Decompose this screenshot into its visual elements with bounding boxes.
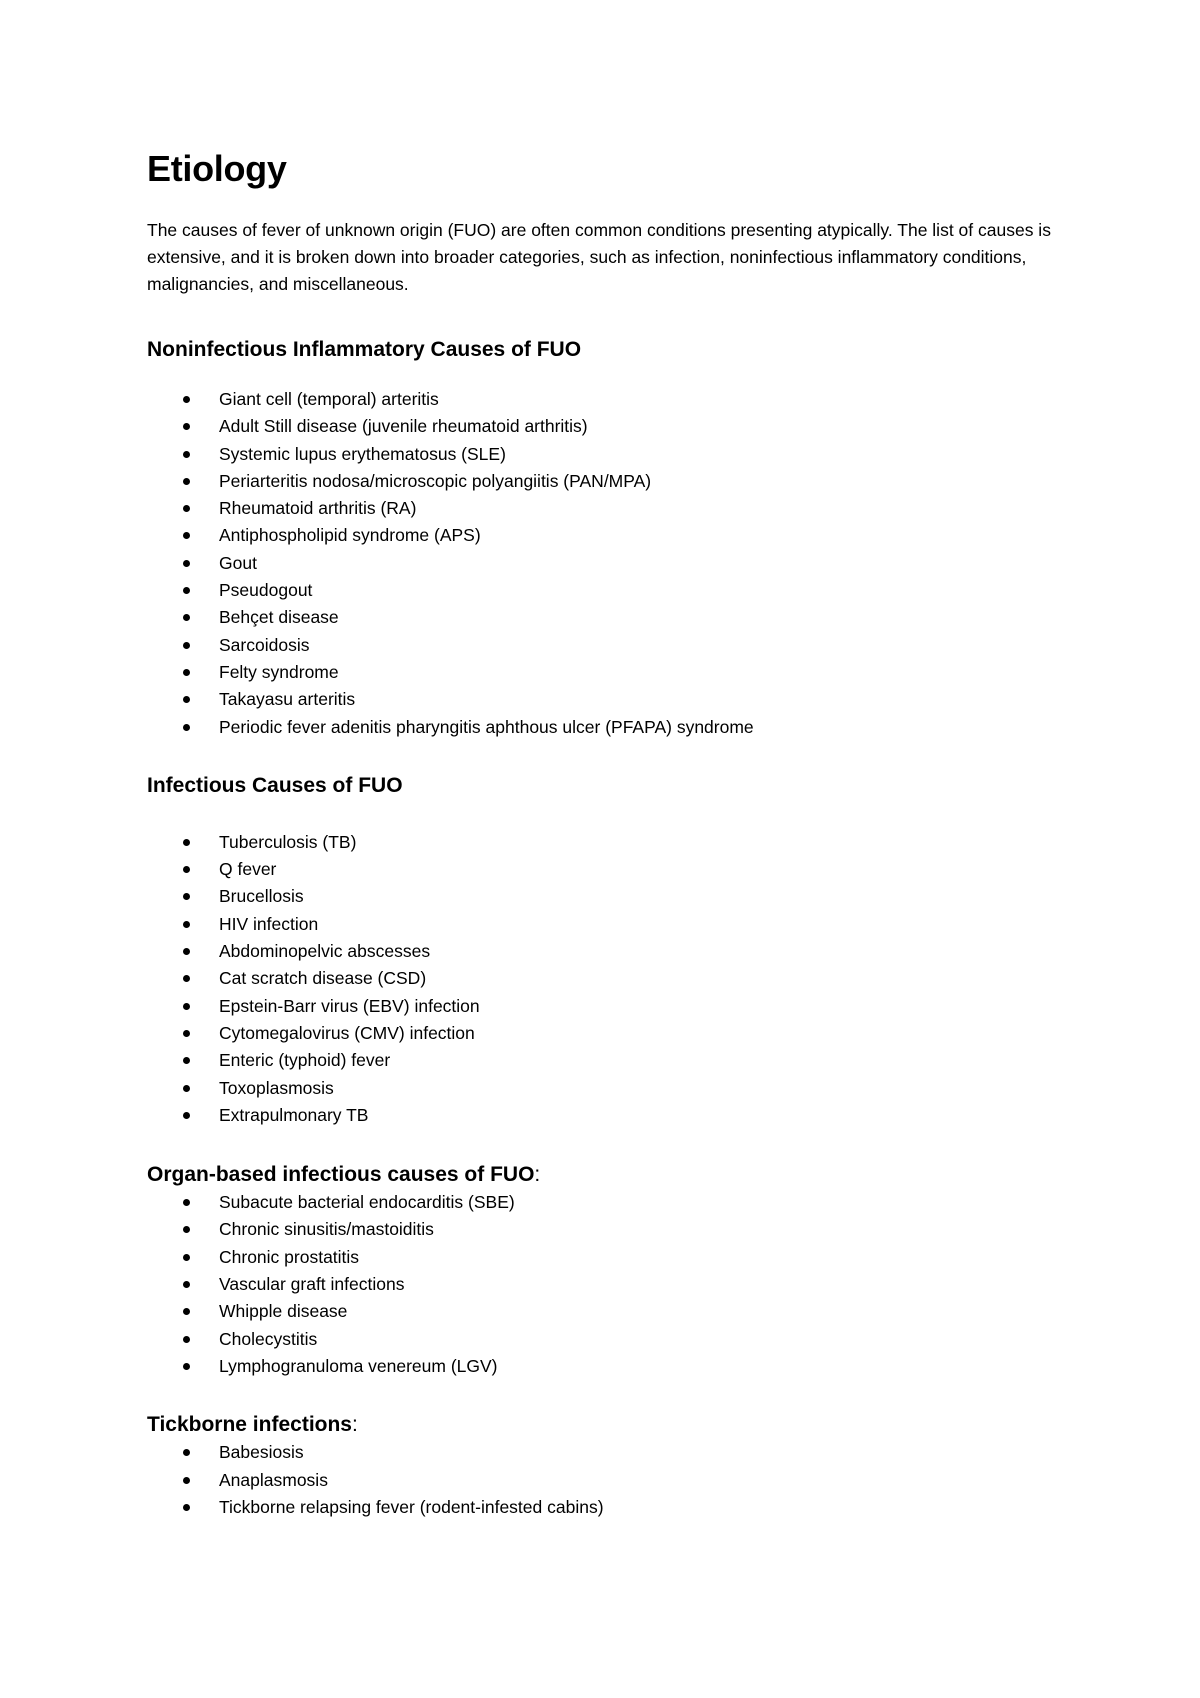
list-item-text: Periodic fever adenitis pharyngitis aphthous ulcer (PFAPA) syndrome bbox=[219, 716, 754, 737]
bullet-icon bbox=[183, 866, 190, 873]
list-infectious bbox=[147, 829, 1087, 1129]
list-item-text: Abdominopelvic abscesses bbox=[219, 941, 431, 962]
list-item bbox=[147, 1189, 1087, 1216]
list-item-text: Chronic prostatitis bbox=[219, 1246, 360, 1267]
list-item-text: Chronic sinusitis/mastoiditis bbox=[219, 1219, 434, 1240]
list-item bbox=[147, 550, 1087, 577]
bullet-icon bbox=[183, 893, 190, 900]
list-item-text: Systemic lupus erythematosus (SLE) bbox=[219, 443, 506, 464]
list-item-text: HIV infection bbox=[219, 913, 319, 934]
list-item bbox=[147, 965, 1087, 992]
section-organ-based bbox=[147, 1161, 1087, 1380]
bullet-icon bbox=[183, 478, 190, 485]
list-item bbox=[147, 1467, 1087, 1494]
list-item-text: Felty syndrome bbox=[219, 661, 339, 682]
list-item bbox=[147, 386, 1087, 413]
bullet-icon bbox=[183, 948, 190, 955]
section-heading-text: Infectious Causes of FUO bbox=[147, 773, 403, 797]
section-heading-text: Tickborne infections bbox=[147, 1413, 352, 1437]
section-heading-text: Organ-based infectious causes of FUO bbox=[147, 1163, 535, 1187]
list-item bbox=[147, 856, 1087, 883]
list-item-text: Cytomegalovirus (CMV) infection bbox=[219, 1022, 475, 1043]
list-item-text: Enteric (typhoid) fever bbox=[219, 1050, 391, 1071]
list-item-text: Rheumatoid arthritis (RA) bbox=[219, 498, 417, 519]
list-item bbox=[147, 604, 1087, 631]
list-item-text: Antiphospholipid syndrome (APS) bbox=[219, 525, 481, 546]
list-item-text: Behçet disease bbox=[219, 607, 339, 628]
section-heading-tickborne bbox=[147, 1411, 1087, 1439]
list-noninfectious bbox=[147, 386, 1087, 741]
bullet-icon bbox=[183, 1281, 190, 1288]
list-item-text: Anaplasmosis bbox=[219, 1469, 328, 1490]
bullet-icon bbox=[183, 1336, 190, 1343]
list-item-text: Adult Still disease (juvenile rheumatoid arthritis) bbox=[219, 416, 588, 437]
bullet-icon bbox=[183, 1226, 190, 1233]
list-item-text: Vascular graft infections bbox=[219, 1274, 405, 1295]
section-heading-noninfectious bbox=[147, 336, 1087, 364]
bullet-icon bbox=[183, 642, 190, 649]
list-item-text: Q fever bbox=[219, 859, 277, 880]
list-item-text: Epstein-Barr virus (EBV) infection bbox=[219, 995, 480, 1016]
list-item bbox=[147, 883, 1087, 910]
list-item-text: Brucellosis bbox=[219, 886, 304, 907]
bullet-icon bbox=[183, 1477, 190, 1484]
bullet-icon bbox=[183, 696, 190, 703]
list-item-text: Tuberculosis (TB) bbox=[219, 831, 357, 852]
list-item-text: Subacute bacterial endocarditis (SBE) bbox=[219, 1192, 515, 1213]
list-item bbox=[147, 1216, 1087, 1243]
list-item bbox=[147, 1271, 1087, 1298]
bullet-icon bbox=[183, 614, 190, 621]
bullet-icon bbox=[183, 1449, 190, 1456]
section-heading-organ-based bbox=[147, 1161, 1087, 1189]
list-item bbox=[147, 659, 1087, 686]
list-item bbox=[147, 1298, 1087, 1325]
list-item bbox=[147, 993, 1087, 1020]
list-item bbox=[147, 911, 1087, 938]
bullet-icon bbox=[183, 560, 190, 567]
section-heading-colon: : bbox=[352, 1413, 358, 1437]
bullet-icon bbox=[183, 532, 190, 539]
bullet-icon bbox=[183, 1003, 190, 1010]
list-item-text: Whipple disease bbox=[219, 1301, 348, 1322]
bullet-icon bbox=[183, 1085, 190, 1092]
list-item bbox=[147, 1494, 1087, 1521]
list-item-text: Babesiosis bbox=[219, 1442, 304, 1463]
section-heading-text: Noninfectious Inflammatory Causes of FUO bbox=[147, 338, 582, 361]
list-item-text: Extrapulmonary TB bbox=[219, 1104, 369, 1125]
list-item-text: Tickborne relapsing fever (rodent-infested cabins) bbox=[219, 1496, 604, 1517]
bullet-icon bbox=[183, 724, 190, 731]
list-item bbox=[147, 1439, 1087, 1466]
list-item-text: Periarteritis nodosa/microscopic polyangiitis (PAN/MPA) bbox=[219, 470, 652, 491]
bullet-icon bbox=[183, 1030, 190, 1037]
list-item bbox=[147, 829, 1087, 856]
bullet-icon bbox=[183, 1254, 190, 1261]
section-heading-infectious bbox=[147, 772, 1087, 800]
bullet-icon bbox=[183, 669, 190, 676]
list-item bbox=[147, 714, 1087, 741]
list-item-text: Cholecystitis bbox=[219, 1328, 318, 1349]
list-item bbox=[147, 1244, 1087, 1271]
bullet-icon bbox=[183, 839, 190, 846]
list-item-text: Pseudogout bbox=[219, 580, 313, 601]
list-item bbox=[147, 577, 1087, 604]
list-item-text: Toxoplasmosis bbox=[219, 1077, 334, 1098]
list-item bbox=[147, 413, 1087, 440]
list-item bbox=[147, 686, 1087, 713]
section-tickborne bbox=[147, 1411, 1087, 1521]
list-item-text: Cat scratch disease (CSD) bbox=[219, 968, 427, 989]
list-item bbox=[147, 1102, 1087, 1129]
bullet-icon bbox=[183, 396, 190, 403]
list-organ-based bbox=[147, 1189, 1087, 1380]
bullet-icon bbox=[183, 1112, 190, 1119]
bullet-icon bbox=[183, 975, 190, 982]
page-title: Etiology bbox=[147, 148, 287, 189]
bullet-icon bbox=[183, 505, 190, 512]
list-item bbox=[147, 441, 1087, 468]
list-item bbox=[147, 1047, 1087, 1074]
bullet-icon bbox=[183, 451, 190, 458]
bullet-icon bbox=[183, 423, 190, 430]
list-item bbox=[147, 522, 1087, 549]
bullet-icon bbox=[183, 921, 190, 928]
list-item bbox=[147, 495, 1087, 522]
list-item bbox=[147, 632, 1087, 659]
section-heading-colon: : bbox=[534, 1163, 541, 1187]
list-item-text: Giant cell (temporal) arteritis bbox=[219, 389, 439, 409]
list-tickborne bbox=[147, 1439, 1087, 1521]
list-item bbox=[147, 1353, 1087, 1380]
bullet-icon bbox=[183, 1199, 190, 1206]
list-item-text: Sarcoidosis bbox=[219, 634, 310, 655]
list-item-text: Lymphogranuloma venereum (LGV) bbox=[219, 1355, 498, 1376]
list-item bbox=[147, 1075, 1087, 1102]
bullet-icon bbox=[183, 1057, 190, 1064]
section-noninfectious bbox=[147, 336, 1087, 741]
list-item bbox=[147, 1326, 1087, 1353]
list-item bbox=[147, 1020, 1087, 1047]
bullet-icon bbox=[183, 1308, 190, 1315]
list-item bbox=[147, 468, 1087, 495]
list-item-text: Gout bbox=[219, 552, 257, 573]
bullet-icon bbox=[183, 1363, 190, 1370]
document-page bbox=[147, 146, 1087, 1521]
list-item-text: Takayasu arteritis bbox=[219, 689, 356, 710]
intro-paragraph: The causes of fever of unknown origin (FUO) are often common conditions presenting atypically. The list of causes is extensive, and it is broken down into broader categories, such as infection, noninfectious inflammatory conditions, malignancies, and miscellaneous. bbox=[147, 220, 1051, 294]
bullet-icon bbox=[183, 587, 190, 594]
bullet-icon bbox=[183, 1504, 190, 1511]
section-infectious bbox=[147, 772, 1087, 1129]
list-item bbox=[147, 938, 1087, 965]
